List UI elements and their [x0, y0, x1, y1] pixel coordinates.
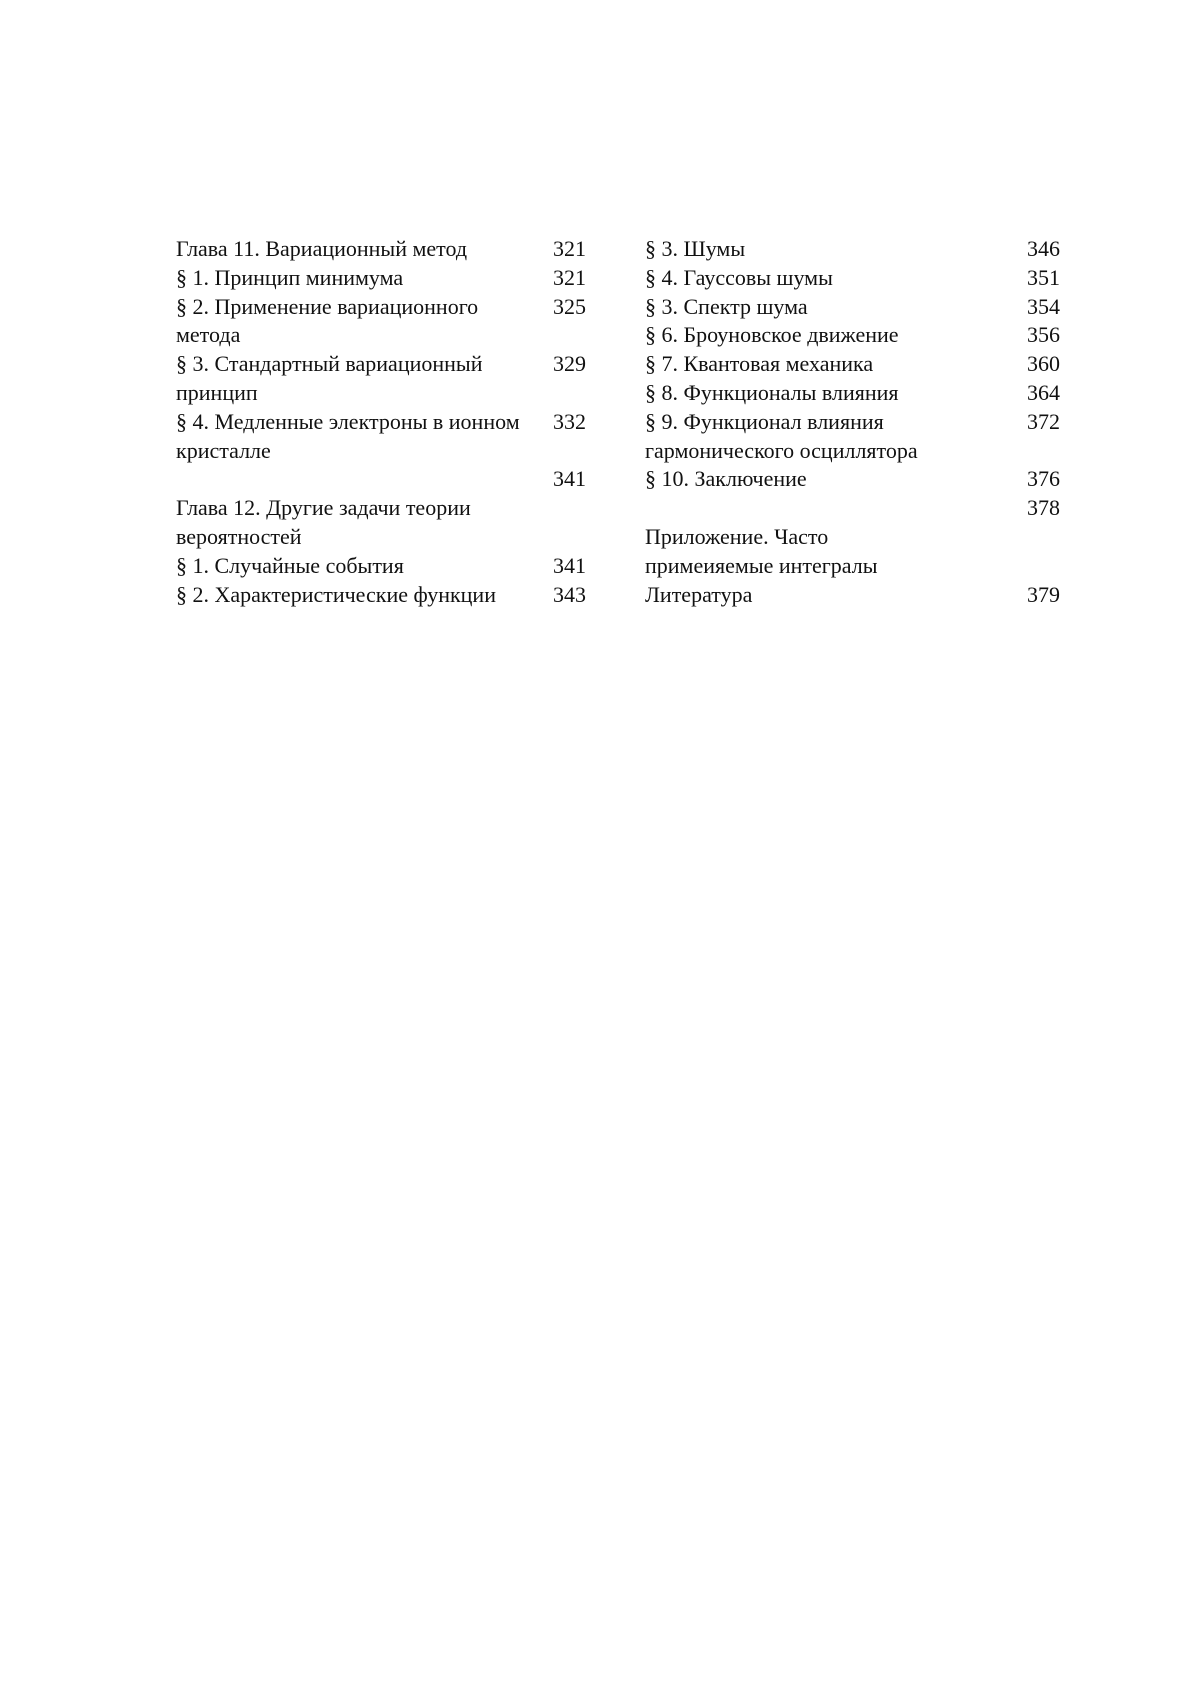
toc-entry-page: 325 [553, 293, 586, 319]
toc-entry-title: § 8. Функционалы влияния [645, 379, 899, 405]
toc-entry [176, 235, 586, 264]
toc-entry-page: 378 [1027, 495, 1060, 521]
toc-entry [645, 408, 1060, 466]
toc-entry-page: 376 [1027, 466, 1060, 492]
toc-entry [176, 408, 586, 466]
toc-entry [645, 581, 1060, 610]
toc-entry-title: § 1. Случайные события [176, 552, 404, 578]
toc-entry-page: 346 [1027, 236, 1060, 261]
toc-entry-page: 364 [1027, 379, 1060, 405]
toc-entry-title: § 2. Применение вариационного метода [176, 293, 479, 348]
toc-entry [645, 264, 1060, 293]
toc-entry-title: § 10. Заключение [645, 466, 807, 492]
toc-entry [645, 494, 1060, 523]
toc-entry-page: 341 [553, 466, 586, 492]
toc-entry-title: § 3. Спектр шума [645, 293, 808, 319]
toc-entry-title: § 3. Шумы [645, 236, 746, 261]
toc-entry-page: 372 [1027, 408, 1060, 434]
toc-entry [645, 379, 1060, 408]
toc-entry-page: 360 [1027, 351, 1060, 377]
toc-entry [176, 293, 586, 351]
toc-entry [645, 321, 1060, 350]
toc-entry-page: 354 [1027, 293, 1060, 319]
toc-entry [176, 494, 586, 552]
toc-entry-title: § 3. Стандартный вариационный принцип [176, 351, 483, 405]
toc-entry [645, 523, 1060, 581]
toc-entry-title: Глава 12. Другие задачи теории вероятностей [176, 495, 471, 549]
toc-entry [645, 235, 1060, 264]
toc-entry-page: 356 [1027, 322, 1060, 348]
toc-entry-title: Приложение. Часто примеияемые интегралы [645, 523, 878, 578]
toc-entry-title: Глава 11. Вариационный метод [176, 236, 468, 261]
toc-right-column [645, 235, 1060, 609]
toc-entry [176, 350, 586, 408]
toc-entry-title: § 4. Медленные электроны в ионном кристалле [176, 408, 520, 463]
toc-entry [176, 465, 586, 494]
toc-entry-page: 332 [553, 408, 586, 434]
toc-entry [176, 264, 586, 293]
toc-entry [645, 350, 1060, 379]
toc-entry-page: 379 [1027, 581, 1060, 607]
toc-entry-title: § 4. Гауссовы шумы [645, 264, 833, 290]
toc-entry-title: § 6. Броуновское движение [645, 322, 899, 348]
toc-entry-page: 343 [553, 581, 586, 607]
toc-entry-page: 321 [553, 264, 586, 290]
toc-entry-title: § 2. Характеристические функции [176, 581, 496, 607]
toc-entry-page: 341 [553, 552, 586, 578]
toc-entry [645, 293, 1060, 322]
toc-left-column [176, 235, 586, 609]
toc-entry [645, 465, 1060, 494]
toc-entry-title: § 1. Принцип минимума [176, 264, 404, 290]
toc-entry [176, 552, 586, 581]
toc-entry-title: § 9. Функционал влияния гармонического осциллятора [645, 408, 918, 463]
toc-entry-title: Литература [645, 581, 753, 607]
toc-entry-page: 321 [553, 236, 586, 261]
toc-entry-page: 329 [553, 351, 586, 377]
toc-entry-page: 351 [1027, 264, 1060, 290]
toc-entry [176, 581, 586, 610]
toc-entry-title: § 7. Квантовая механика [645, 351, 874, 377]
